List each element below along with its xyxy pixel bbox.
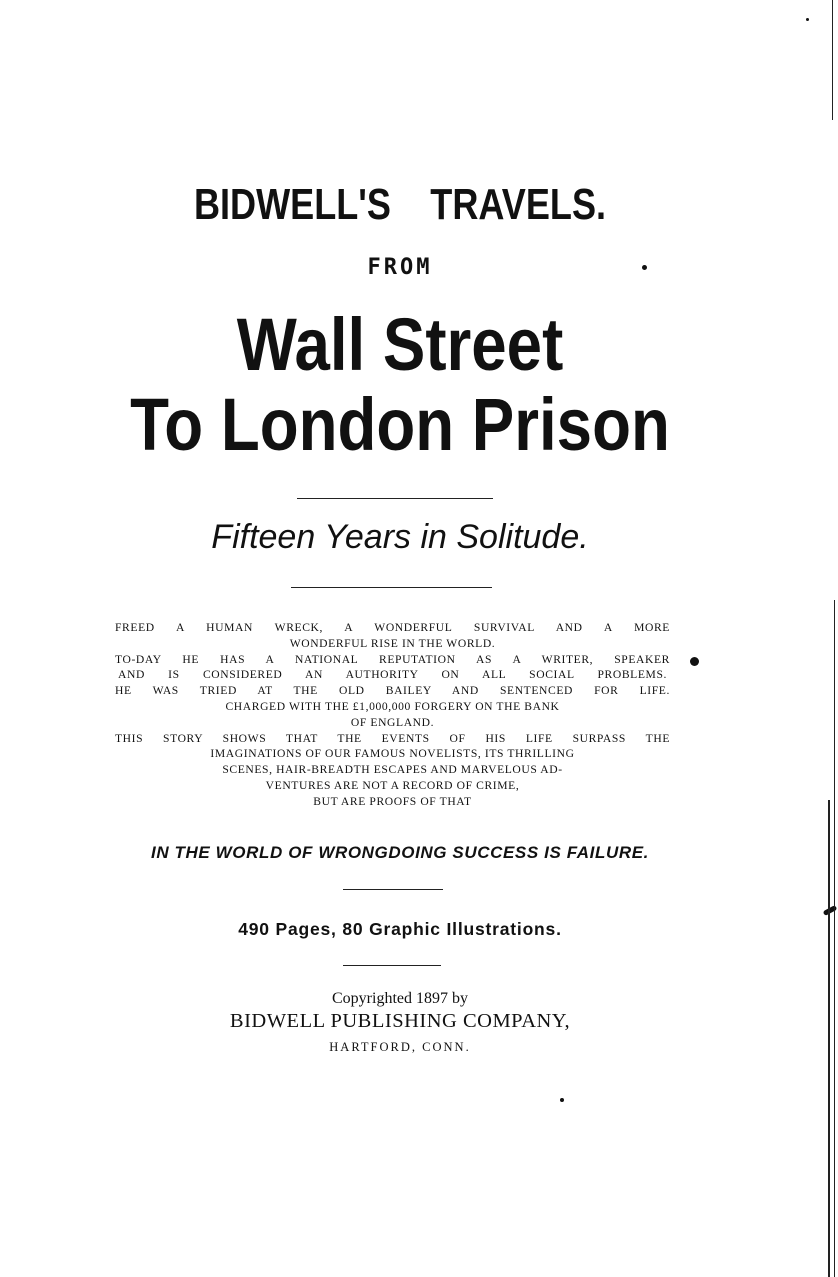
- scan-speck: [642, 265, 647, 270]
- description-line: AND IS CONSIDERED AN AUTHORITY ON ALL SOCIAL PROBLEMS.: [118, 668, 667, 682]
- page-edge: [828, 800, 830, 1277]
- ornamental-rule-middle: [291, 587, 492, 588]
- publisher-name: BIDWELL PUBLISHING COMPANY,: [229, 1010, 571, 1032]
- page-edge: [832, 0, 833, 120]
- motto: IN THE WORLD OF WRONGDOING SUCCESS IS FAILURE.: [151, 843, 649, 862]
- subtitle: Fifteen Years in Solitude.: [211, 518, 589, 556]
- description-line: HE WAS TRIED AT THE OLD BAILEY AND SENTENCED FOR LIFE.: [115, 684, 670, 698]
- description-line: FREED A HUMAN WRECK, A WONDERFUL SURVIVAL AND A MORE: [115, 621, 670, 634]
- series-title-right: TRAVELS.: [430, 180, 607, 229]
- page-edge: [834, 600, 835, 1277]
- scan-speck: [690, 657, 699, 666]
- publisher-place: HARTFORD, CONN.: [329, 1040, 471, 1054]
- description-block: [115, 620, 670, 810]
- from-word: FROM: [367, 255, 433, 280]
- series-title: [72, 180, 728, 230]
- description-line: IMAGINATIONS OF OUR FAMOUS NOVELISTS, ITS THRILLING: [210, 747, 575, 761]
- scan-speck: [560, 1098, 564, 1102]
- description-line: SCENES, HAIR-BREADTH ESCAPES AND MARVELOUS AD-: [222, 763, 563, 777]
- description-line: VENTURES ARE NOT A RECORD OF CRIME,: [265, 778, 520, 792]
- scan-speck: [823, 905, 838, 916]
- main-title: [56, 305, 744, 465]
- short-rule-1: [343, 889, 443, 890]
- description-line: CHARGED WITH THE £1,000,000 FORGERY ON THE BANK: [225, 699, 560, 713]
- main-title-line-1: Wall Street: [236, 303, 564, 386]
- series-title-left: BIDWELL'S: [193, 180, 391, 229]
- pages-info: 490 Pages, 80 Graphic Illustrations.: [238, 919, 562, 939]
- description-line: THIS STORY SHOWS THAT THE EVENTS OF HIS LIFE SURPASS THE: [115, 731, 670, 745]
- copyright-line: Copyrighted 1897 by: [332, 990, 468, 1007]
- main-title-line-2: To London Prison: [130, 383, 670, 466]
- scan-speck: [806, 18, 809, 21]
- description-line: BUT ARE PROOFS OF THAT: [313, 794, 472, 808]
- short-rule-2: [343, 965, 441, 966]
- ornamental-rule-top: [297, 498, 493, 499]
- description-line: WONDERFUL RISE IN THE WORLD.: [289, 636, 496, 650]
- description-line: OF ENGLAND.: [350, 715, 435, 729]
- description-line: TO-DAY HE HAS A NATIONAL REPUTATION AS A WRITER, SPEAKER: [115, 652, 670, 666]
